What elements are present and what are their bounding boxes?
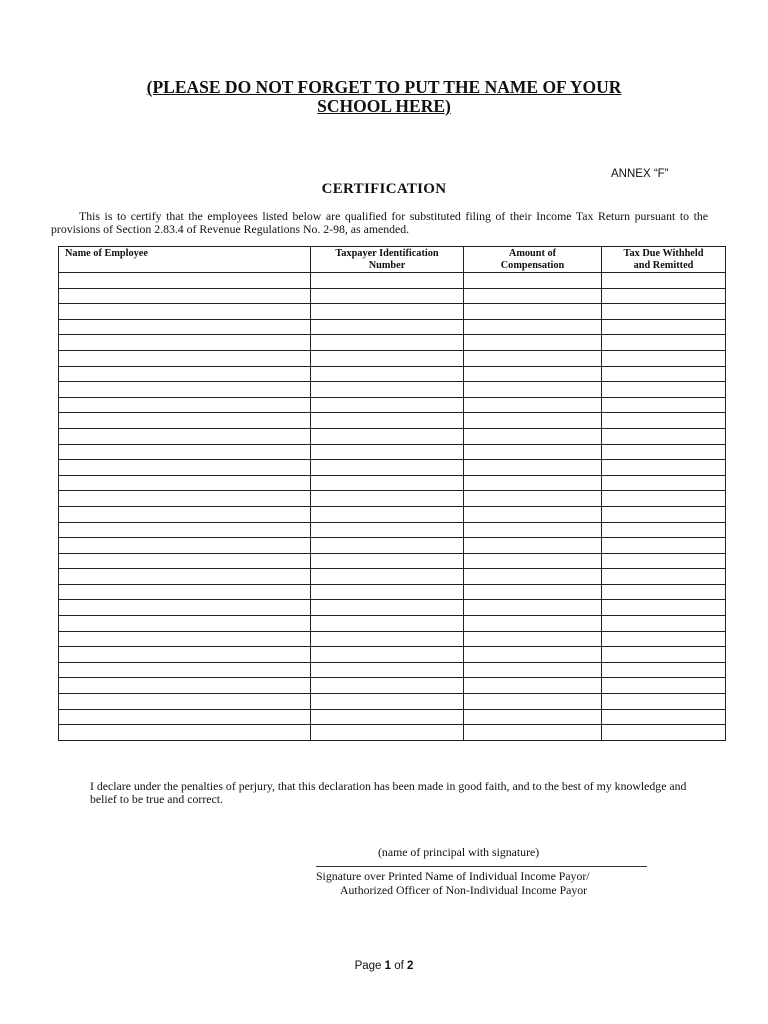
table-cell xyxy=(602,460,726,476)
table-cell xyxy=(59,335,311,351)
table-row xyxy=(59,569,726,585)
table-cell xyxy=(311,475,464,491)
table-cell xyxy=(464,366,602,382)
table-cell xyxy=(59,460,311,476)
table-cell xyxy=(59,725,311,741)
table-cell xyxy=(602,273,726,289)
table-cell xyxy=(602,382,726,398)
table-cell xyxy=(311,460,464,476)
table-cell xyxy=(311,506,464,522)
table-row xyxy=(59,475,726,491)
table-cell xyxy=(59,522,311,538)
table-cell xyxy=(602,709,726,725)
table-row xyxy=(59,397,726,413)
certification-title: CERTIFICATION xyxy=(321,181,447,197)
table-cell xyxy=(59,584,311,600)
table-cell xyxy=(311,631,464,647)
employee-table xyxy=(58,246,726,741)
signature-caption-line2: Authorized Officer of Non-Individual Income Payor xyxy=(340,883,588,897)
table-cell xyxy=(602,288,726,304)
table-cell xyxy=(311,538,464,554)
table-cell xyxy=(59,678,311,694)
table-cell xyxy=(464,397,602,413)
school-placeholder-line1: (PLEASE DO NOT FORGET TO PUT THE NAME OF YOUR xyxy=(146,77,622,97)
table-cell xyxy=(59,538,311,554)
table-header-row xyxy=(59,247,726,273)
table-row xyxy=(59,304,726,320)
table-row xyxy=(59,319,726,335)
table-cell xyxy=(59,647,311,663)
annex-label: ANNEX “F” xyxy=(611,168,669,180)
table-cell xyxy=(311,397,464,413)
table-row xyxy=(59,350,726,366)
table-cell xyxy=(464,694,602,710)
table-cell xyxy=(464,413,602,429)
table-row xyxy=(59,460,726,476)
table-cell xyxy=(311,444,464,460)
table-cell xyxy=(311,662,464,678)
table-cell xyxy=(59,475,311,491)
table-row xyxy=(59,647,726,663)
table-cell xyxy=(311,304,464,320)
table-cell xyxy=(59,553,311,569)
table-cell xyxy=(59,288,311,304)
table-cell xyxy=(602,725,726,741)
table-cell xyxy=(464,444,602,460)
table-cell xyxy=(464,335,602,351)
table-cell xyxy=(464,304,602,320)
page-number: Page 1 of 2 xyxy=(354,960,414,972)
table-cell xyxy=(602,631,726,647)
table-cell xyxy=(59,616,311,632)
table-row xyxy=(59,616,726,632)
school-name-placeholder xyxy=(60,78,708,116)
table-row xyxy=(59,335,726,351)
table-cell xyxy=(464,460,602,476)
table-cell xyxy=(464,538,602,554)
table-cell xyxy=(602,475,726,491)
table-cell xyxy=(311,335,464,351)
table-cell xyxy=(311,678,464,694)
table-cell xyxy=(602,428,726,444)
table-row xyxy=(59,662,726,678)
table-cell xyxy=(602,335,726,351)
table-cell xyxy=(311,616,464,632)
table-row xyxy=(59,694,726,710)
table-cell xyxy=(59,382,311,398)
table-cell xyxy=(311,288,464,304)
table-cell xyxy=(602,600,726,616)
table-body xyxy=(59,273,726,741)
table-cell xyxy=(59,631,311,647)
table-cell xyxy=(59,491,311,507)
column-header-employee-name: Name of Employee xyxy=(59,247,311,273)
table-cell xyxy=(59,662,311,678)
table-cell xyxy=(59,413,311,429)
certification-intro: This is to certify that the employees listed below are qualified for substituted filing of their Income Tax Return pursuant to the provisions of Section 2.83.4 of Revenue Regulations No. 2-98, as amended. xyxy=(51,209,708,236)
table-row xyxy=(59,428,726,444)
table-cell xyxy=(311,725,464,741)
signature-line xyxy=(316,866,647,867)
table-cell xyxy=(464,600,602,616)
table-cell xyxy=(464,631,602,647)
table-cell xyxy=(59,428,311,444)
table-row xyxy=(59,522,726,538)
principal-signature-note: (name of principal with signature) xyxy=(378,845,540,859)
table-cell xyxy=(59,569,311,585)
table-row xyxy=(59,413,726,429)
table-cell xyxy=(464,569,602,585)
school-placeholder-line2: SCHOOL HERE) xyxy=(317,96,451,116)
table-row xyxy=(59,288,726,304)
table-cell xyxy=(311,522,464,538)
table-cell xyxy=(464,553,602,569)
table-cell xyxy=(464,428,602,444)
table-row xyxy=(59,600,726,616)
table-row xyxy=(59,382,726,398)
table-cell xyxy=(602,304,726,320)
table-cell xyxy=(311,491,464,507)
table-row xyxy=(59,366,726,382)
table-row xyxy=(59,584,726,600)
table-cell xyxy=(311,709,464,725)
table-row xyxy=(59,709,726,725)
table-cell xyxy=(311,694,464,710)
column-header-tin: Taxpayer Identification Number xyxy=(311,247,464,273)
table-cell xyxy=(602,350,726,366)
table-row xyxy=(59,538,726,554)
table-cell xyxy=(602,538,726,554)
table-cell xyxy=(602,662,726,678)
table-cell xyxy=(59,273,311,289)
table-cell xyxy=(602,506,726,522)
table-cell xyxy=(602,584,726,600)
table-cell xyxy=(602,553,726,569)
table-cell xyxy=(602,397,726,413)
table-cell xyxy=(464,319,602,335)
table-cell xyxy=(602,616,726,632)
table-cell xyxy=(59,600,311,616)
table-cell xyxy=(311,319,464,335)
table-row xyxy=(59,444,726,460)
table-cell xyxy=(311,382,464,398)
table-cell xyxy=(59,506,311,522)
table-cell xyxy=(311,569,464,585)
table-cell xyxy=(59,694,311,710)
table-cell xyxy=(602,319,726,335)
table-cell xyxy=(59,444,311,460)
table-cell xyxy=(464,616,602,632)
table-row xyxy=(59,678,726,694)
table-cell xyxy=(464,725,602,741)
table-cell xyxy=(311,553,464,569)
table-cell xyxy=(464,491,602,507)
table-cell xyxy=(464,273,602,289)
table-cell xyxy=(464,288,602,304)
table-cell xyxy=(602,694,726,710)
table-cell xyxy=(464,678,602,694)
table-cell xyxy=(602,413,726,429)
table-cell xyxy=(464,350,602,366)
table-cell xyxy=(464,475,602,491)
table-row xyxy=(59,631,726,647)
table-cell xyxy=(311,366,464,382)
table-cell xyxy=(59,709,311,725)
table-cell xyxy=(311,584,464,600)
table-row xyxy=(59,506,726,522)
table-cell xyxy=(602,366,726,382)
table-cell xyxy=(59,366,311,382)
table-cell xyxy=(59,397,311,413)
table-cell xyxy=(311,428,464,444)
perjury-declaration: I declare under the penalties of perjury, that this declaration has been made in good faith, and to the best of my knowledge and belief to be true and correct. xyxy=(90,779,687,806)
signature-caption-line1: Signature over Printed Name of Individual Income Payor/ xyxy=(316,869,590,883)
table-cell xyxy=(602,522,726,538)
table-cell xyxy=(602,491,726,507)
table-cell xyxy=(464,584,602,600)
table-cell xyxy=(464,506,602,522)
table-cell xyxy=(59,304,311,320)
table-cell xyxy=(311,600,464,616)
table-cell xyxy=(464,709,602,725)
table-cell xyxy=(602,444,726,460)
table-row xyxy=(59,553,726,569)
table-cell xyxy=(602,647,726,663)
table-row xyxy=(59,725,726,741)
table-cell xyxy=(464,662,602,678)
table-cell xyxy=(464,647,602,663)
table-cell xyxy=(602,569,726,585)
table-row xyxy=(59,273,726,289)
table-cell xyxy=(311,273,464,289)
column-header-tax-withheld: Tax Due Withheld and Remitted xyxy=(602,247,726,273)
table-cell xyxy=(464,522,602,538)
table-cell xyxy=(602,678,726,694)
table-cell xyxy=(59,319,311,335)
table-cell xyxy=(311,647,464,663)
table-cell xyxy=(464,382,602,398)
table-cell xyxy=(59,350,311,366)
column-header-compensation: Amount of Compensation xyxy=(464,247,602,273)
table-cell xyxy=(311,350,464,366)
table-row xyxy=(59,491,726,507)
table-cell xyxy=(311,413,464,429)
